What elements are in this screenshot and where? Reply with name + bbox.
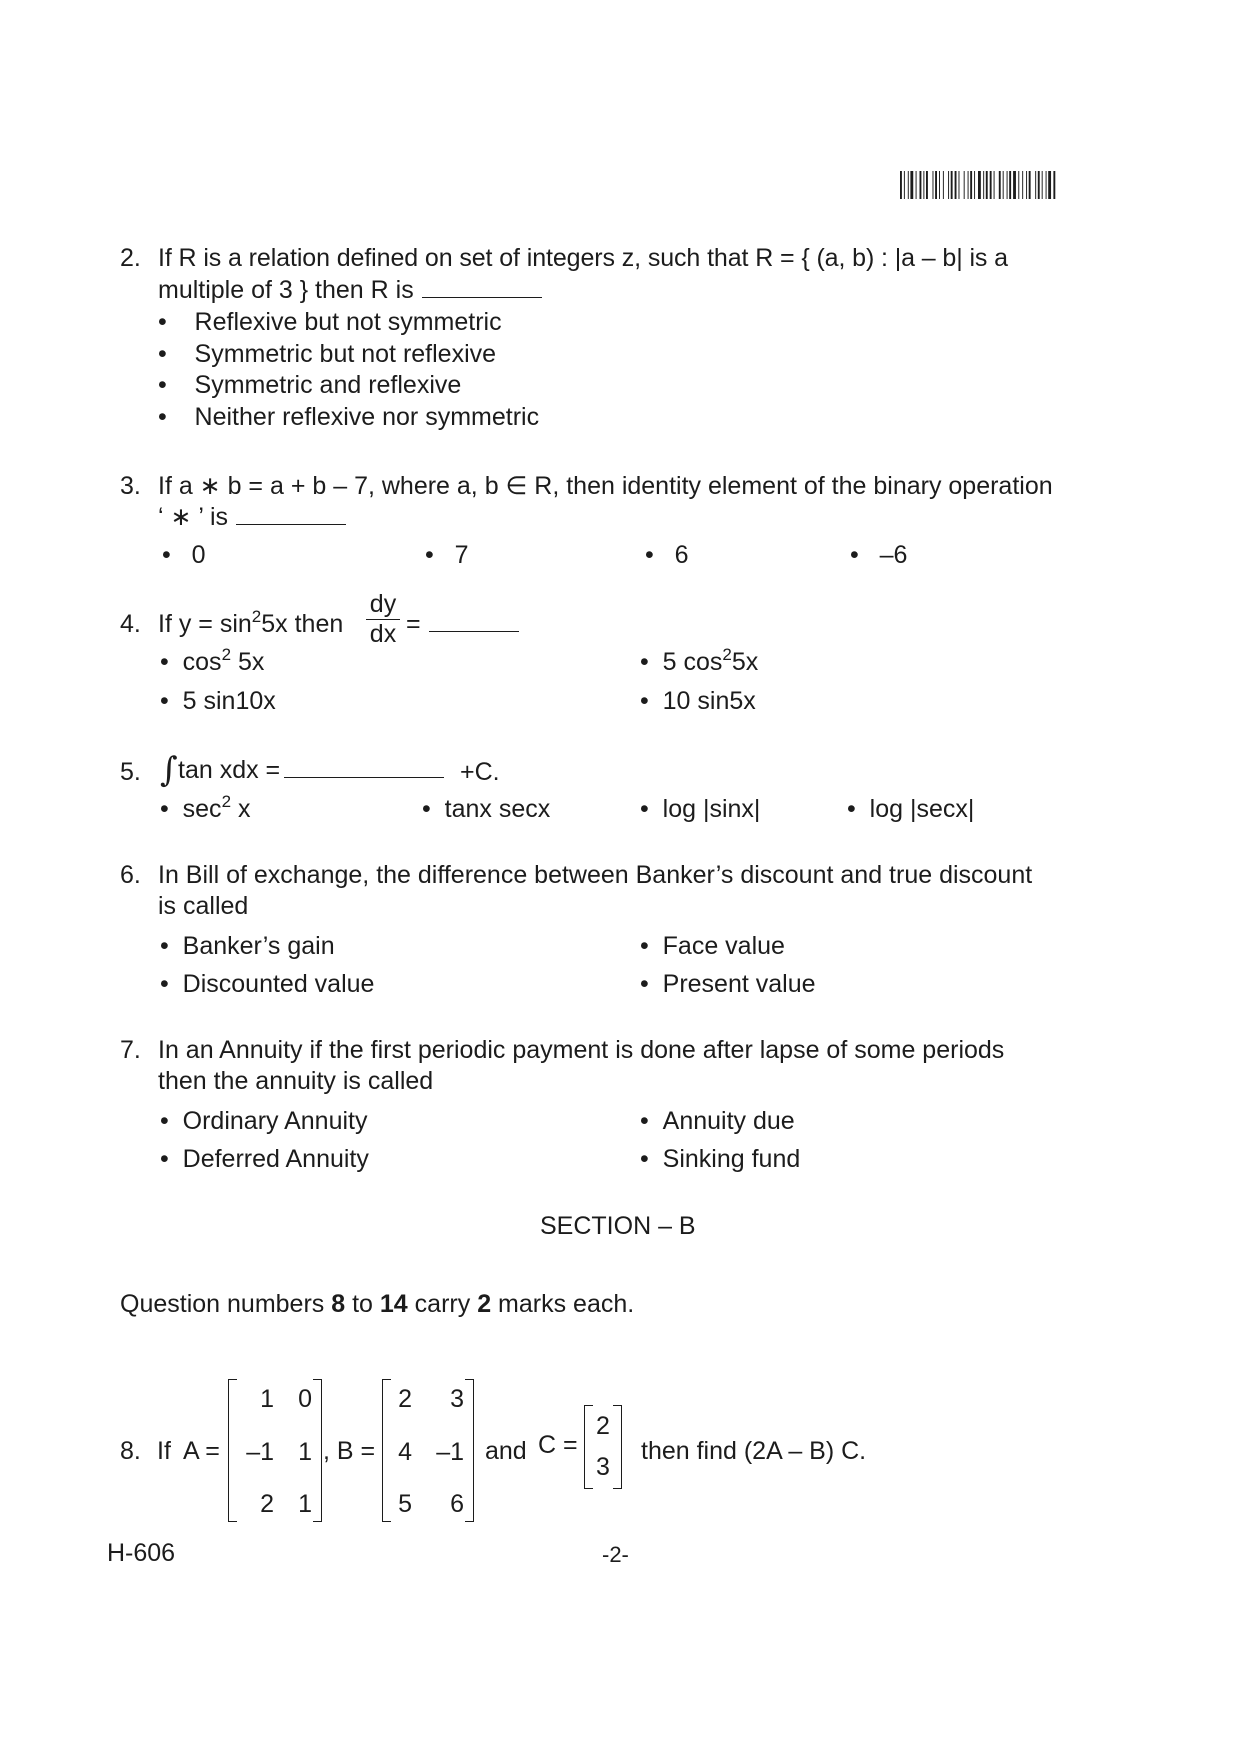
matrix-c-cell: 2 [596,1412,610,1440]
paper-code: H-606 [107,1539,176,1567]
q5-number: 5. [120,758,141,786]
matrix-a [228,1379,322,1522]
matrix-b-cell: 3 [450,1385,464,1413]
matrix-b-cell: 5 [398,1490,412,1518]
q5-blank [284,773,444,778]
q4-frac-denominator: dx [369,620,397,648]
q6-option-3: • Discounted value [160,970,375,998]
q5-option-4: • log |secx| [847,795,975,823]
matrix-b-cell: 6 [450,1490,464,1518]
q3-option-3: • 6 [645,541,689,569]
q4-stem: If $y = \sin^25x$ then [158,607,344,638]
q3-option-4: • –6 [850,541,908,569]
q7-line1: In an Annuity if the first periodic payment is done after lapse of some periods [158,1036,1005,1064]
section-title: SECTION – B [540,1212,696,1240]
q7-option-1: • Ordinary Annuity [160,1107,368,1135]
q6-line1: In Bill of exchange, the difference between Banker’s discount and true discount [158,861,1033,889]
q5-option-1: • $\sec^2 x$ [160,792,251,823]
q7-line2: then the annuity is called [158,1067,434,1095]
matrix-a-cell: 1 [298,1438,312,1466]
q3-number: 3. [120,472,141,500]
q2-line2: multiple of 3 } then R is [158,278,542,303]
q7-option-3: • Deferred Annuity [160,1145,369,1173]
q8-c-label: C = [538,1431,578,1459]
q4-option-4: • 10 sin5x [640,687,756,715]
q5-tail: +C. [460,758,500,786]
q4-frac-numerator: dy [369,590,397,618]
q4-option-1: • $\cos^2 5x$ [160,645,265,676]
q6-line2: is called [158,892,249,920]
q7-option-4: • Sinking fund [640,1145,801,1173]
q4-option-2: • 5 $\cos^25x$ [640,645,759,676]
q3-blank [236,520,346,525]
q2-option-2: • Symmetric but not reflexive [158,340,497,368]
q6-option-4: • Present value [640,970,816,998]
q3-option-1: • 0 [162,541,206,569]
q2-blank [422,293,542,298]
q2-line1: If R is a relation defined on set of integers z, such that R = { (a, b) : |a – b| is a [158,244,1008,272]
matrix-c [584,1405,622,1489]
q8-and: and [485,1437,527,1465]
q5-option-2: • tanx secx [422,795,551,823]
section-instructions: Question numbers 8 to 14 carry 2 marks each. [120,1290,635,1318]
q6-number: 6. [120,861,141,889]
q5-option-3: • log |sinx| [640,795,761,823]
q8-if: If [157,1437,171,1465]
page-number: -2- [602,1542,629,1567]
q5-integral-sign: ∫ [160,750,178,790]
q7-option-2: • Annuity due [640,1107,795,1135]
matrix-b-cell: 2 [398,1385,412,1413]
matrix-b [382,1379,474,1522]
matrix-c-cell: 3 [596,1453,610,1481]
matrix-a-cell: –1 [246,1438,274,1466]
q2-option-4: • Neither reflexive nor symmetric [158,403,540,431]
q7-number: 7. [120,1036,141,1064]
matrix-b-cell: 4 [398,1438,412,1466]
q8-a-label: A = [183,1437,220,1465]
q8-tail: then find (2A – B) C. [641,1437,867,1465]
q3-option-2: • 7 [425,541,469,569]
q2-option-1: • Reflexive but not symmetric [158,308,502,336]
barcode-icon [900,171,1137,199]
matrix-a-cell: 1 [298,1490,312,1518]
q4-derivative-fraction [366,592,400,647]
q8-number: 8. [120,1437,141,1465]
q5-stem: tan xdx = [178,758,444,783]
q3-line2: ‘ ∗ ’ is [158,505,346,530]
q4-option-3: • 5 sin10x [160,687,276,715]
q4-number: 4. [120,610,141,638]
q3-line1: If a ∗ b = a + b – 7, where a, b ∈ R, then identity element of the binary operation [158,472,1053,500]
matrix-a-cell: 1 [260,1385,274,1413]
q2-number: 2. [120,244,141,272]
q6-option-2: • Face value [640,932,785,960]
matrix-a-cell: 2 [260,1490,274,1518]
q8-b-label: , B = [323,1437,376,1465]
matrix-a-cell: 0 [298,1385,312,1413]
q6-option-1: • Banker’s gain [160,932,335,960]
q4-blank [429,627,519,632]
matrix-b-cell: –1 [436,1438,464,1466]
q4-equals: = [406,612,519,637]
q2-option-3: • Symmetric and reflexive [158,371,462,399]
